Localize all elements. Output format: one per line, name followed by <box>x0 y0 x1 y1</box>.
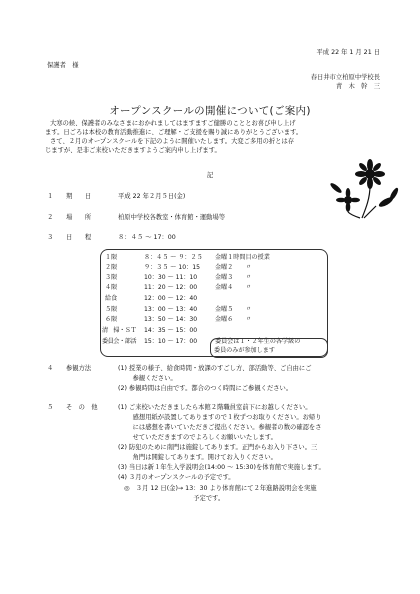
issue-date: 平成 22 年 1 月 21 日 <box>316 49 380 56</box>
schedule-time: ９：３５ ～ 10：15 <box>144 264 200 271</box>
item-method-label: 参観方法 <box>66 365 92 372</box>
document-title: オープンスクールの開催について(ご案内) <box>109 105 311 117</box>
schedule-period: ５限 <box>105 306 118 313</box>
school-name: 春日井市立柏原中学校長 <box>310 74 380 81</box>
schedule-time: 14：35 ～ 15：00 <box>144 327 198 334</box>
item-time-label: 日 程 <box>66 234 92 241</box>
schedule-content: 金曜５ 〃 <box>215 306 252 313</box>
other-line-5: (2) 防犯のために南門は施錠してあります。正門からお入り下さい。三 <box>118 444 318 451</box>
schedule-period: 給食 <box>105 295 118 302</box>
method-line-2: 参観ください。 <box>118 375 177 382</box>
other-line-10: 予定です。 <box>124 495 225 502</box>
item-other-num: ５ <box>47 404 54 411</box>
intro-line-2: ます。日ごろは本校の教育活動推進に、ご理解・ご支援を賜り誠にありがとうございます。 <box>45 129 303 136</box>
item-method-num: ４ <box>47 365 54 372</box>
schedule-row <box>101 316 327 325</box>
item-place-label: 場 所 <box>66 214 92 221</box>
schedule-row <box>101 295 327 304</box>
schedule-row <box>101 327 327 336</box>
item-other-label: そ の 他 <box>66 404 98 411</box>
schedule-time: 10：30 ～ 11：10 <box>144 274 198 281</box>
schedule-time: 12：00 ～ 12：40 <box>144 295 198 302</box>
schedule-time: 15：10 ～ 17：00 <box>144 338 198 345</box>
intro-line-4: じますが、是非ご来校いただきますようご案内申し上げます。 <box>45 147 221 154</box>
item-date-value: 平成 22 年２月５日(金) <box>118 193 186 200</box>
ki-mark: 記 <box>206 172 214 179</box>
item-place-value: 柏原中学校各教室・体育館・運動場等 <box>118 214 226 221</box>
other-line-6: 角門は開錠してあります。開けてお入りください。 <box>118 454 277 461</box>
flower-illustration <box>326 158 406 220</box>
other-line-8: (4) ３月のオープンスクールの予定です。 <box>118 474 235 481</box>
schedule-row <box>101 284 327 293</box>
schedule-period: ６限 <box>105 316 118 323</box>
method-line-1: (1) 授業の様子、給食時間・放課のすごし方、部活動等、ご自由にご <box>118 365 312 372</box>
other-line-7: (3) 当日は新１年生入学説明会(14:00 ～ 15:30)を体育館で実施します。 <box>118 464 325 471</box>
schedule-content: 委員会は１・２年生の各学級の <box>215 338 301 345</box>
schedule-time: ８：４５ ～ ９：２５ <box>144 254 203 261</box>
other-line-2: 感想用紙が設置してありますので１枚ずつお取りください。お帰り <box>118 414 322 421</box>
schedule-period: ２限 <box>105 264 118 271</box>
schedule-row <box>101 274 327 283</box>
schedule-period: ４限 <box>105 284 118 291</box>
other-line-3: には感想を書いていただきご提出ください。参観者の数の確認をさ <box>118 424 322 431</box>
schedule-row <box>101 264 327 273</box>
schedule-row <box>101 306 327 315</box>
intro-line-3: さて、２月のオープンスクールを下記のように開催いたします。大変ご多用の折とは存 <box>50 138 295 145</box>
other-line-1: (1) ご来校いただきましたら本館２階職員室前下にお越しください。 <box>118 404 312 411</box>
committee-note: 委員のみが参加します <box>214 347 275 354</box>
intro-line-1: 大寒の候、保護者のみなさまにおかれましてはますますご健勝のこととお喜び申し上げ <box>50 120 296 127</box>
schedule-content: 金曜３ 〃 <box>215 274 252 281</box>
schedule-period: １限 <box>105 254 118 261</box>
item-time-num: ３ <box>47 234 54 241</box>
schedule-content: 金曜６ 〃 <box>215 316 252 323</box>
schedule-row <box>101 254 327 263</box>
principal-name: 青 木 幹 三 <box>335 83 380 90</box>
item-place-num: ２ <box>47 214 54 221</box>
schedule-content: 金曜１時間目の授業 <box>215 254 270 261</box>
schedule-content: 金曜２ 〃 <box>215 264 252 271</box>
schedule-time: 13：00 ～ 13：40 <box>144 306 198 313</box>
item-time-value: ８：４５ ～ 17：00 <box>118 234 176 241</box>
item-date-label: 期 日 <box>66 193 92 200</box>
schedule-content: 金曜４ 〃 <box>215 284 252 291</box>
schedule-period: 委員会・部活 <box>102 338 137 345</box>
item-date-num: １ <box>47 193 54 200</box>
schedule-period: ３限 <box>105 274 118 281</box>
addressee: 保護者 様 <box>47 62 79 69</box>
schedule-period: 清 掃・ＳＴ <box>102 327 137 334</box>
schedule-time: 11：20 ～ 12：00 <box>144 284 198 291</box>
method-line-3: (2) 参観時間は自由です。都合のつく時間にご参観ください。 <box>118 385 293 392</box>
other-line-9: ◎ ３月 12 日(金)→ 13：30 より体育館にて２年進路説明会を実施 <box>124 485 317 492</box>
other-line-4: せていただきますのでよろしくお願いいたします。 <box>118 434 277 441</box>
schedule-time: 13：50 ～ 14：30 <box>144 316 198 323</box>
